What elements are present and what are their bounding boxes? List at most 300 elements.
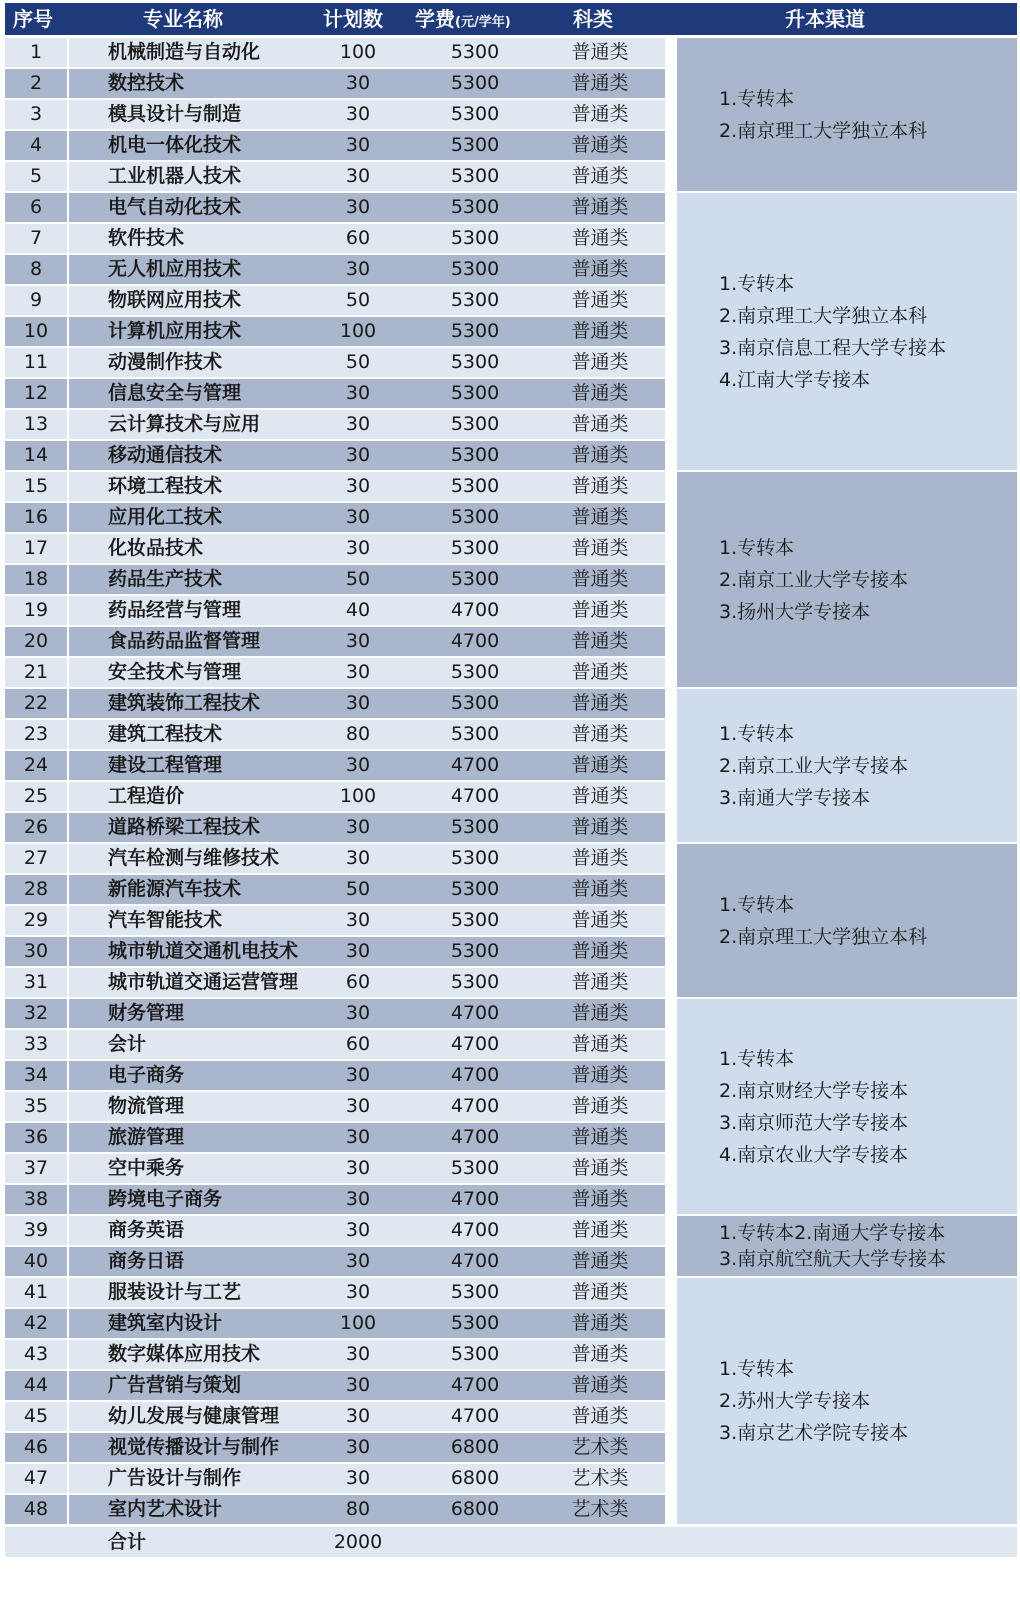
route-line: 2.南京工业大学专接本 — [719, 568, 909, 591]
row-fee: 5300 — [450, 41, 500, 63]
row-fee: 5300 — [450, 723, 500, 745]
row-fee: 5300 — [450, 1343, 500, 1365]
row-plan: 30 — [345, 1250, 371, 1272]
row-major-name: 城市轨道交通机电技术 — [108, 940, 299, 962]
row-fee: 5300 — [450, 227, 500, 249]
table-row — [5, 720, 675, 749]
row-type: 普通类 — [571, 413, 629, 435]
row-fee: 5300 — [450, 909, 500, 931]
row-no: 39 — [23, 1219, 49, 1241]
table-row — [5, 875, 675, 904]
total-label: 合计 — [108, 1531, 147, 1553]
row-no: 44 — [23, 1374, 49, 1396]
row-fee: 6800 — [450, 1467, 500, 1489]
row-major-name: 服装设计与工艺 — [108, 1281, 242, 1303]
row-type: 普通类 — [571, 568, 629, 590]
row-major-name: 财务管理 — [108, 1002, 185, 1024]
row-plan: 60 — [345, 227, 371, 249]
row-major-name: 化妆品技术 — [108, 537, 204, 559]
row-type: 艺术类 — [571, 1436, 629, 1458]
row-plan: 30 — [345, 1157, 371, 1179]
table-row — [5, 38, 675, 67]
table-row — [5, 410, 675, 439]
route-group — [677, 1216, 1017, 1276]
table-row — [5, 596, 675, 625]
row-type: 普通类 — [571, 971, 629, 993]
header-route: 升本渠道 — [785, 7, 865, 31]
table-row — [5, 1216, 675, 1245]
table-row — [5, 1030, 675, 1059]
row-plan: 60 — [345, 971, 371, 993]
table-row — [5, 1402, 675, 1431]
row-major-name: 安全技术与管理 — [108, 661, 242, 683]
row-fee: 5300 — [450, 1157, 500, 1179]
row-fee: 5300 — [450, 940, 500, 962]
row-major-name: 建筑工程技术 — [108, 723, 223, 745]
row-no: 46 — [23, 1436, 49, 1458]
row-type: 普通类 — [571, 630, 629, 652]
row-plan: 30 — [345, 1343, 371, 1365]
row-major-name: 数控技术 — [108, 72, 185, 94]
row-fee: 5300 — [450, 444, 500, 466]
table-row — [5, 100, 675, 129]
route-line: 1.专转本 — [719, 536, 795, 559]
row-fee: 5300 — [450, 320, 500, 342]
table-row — [5, 689, 675, 718]
table-row — [5, 1340, 675, 1369]
row-plan: 30 — [345, 382, 371, 404]
row-no: 26 — [23, 816, 49, 838]
table-row — [5, 1092, 675, 1121]
row-major-name: 云计算技术与应用 — [108, 413, 261, 435]
row-type: 普通类 — [571, 1374, 629, 1396]
route-line: 3.南通大学专接本 — [719, 786, 871, 809]
row-major-name: 计算机应用技术 — [108, 320, 242, 342]
row-major-name: 电子商务 — [108, 1064, 185, 1086]
header-type: 科类 — [573, 7, 613, 31]
table-row — [5, 627, 675, 656]
row-fee: 5300 — [450, 103, 500, 125]
row-type: 普通类 — [571, 847, 629, 869]
table-row — [5, 1309, 675, 1338]
row-fee: 5300 — [450, 72, 500, 94]
row-no: 8 — [29, 258, 43, 280]
header-fee-main: 学费 — [415, 7, 455, 31]
route-group — [677, 1278, 1017, 1524]
row-type: 普通类 — [571, 41, 629, 63]
row-type: 普通类 — [571, 878, 629, 900]
row-fee: 4700 — [450, 599, 500, 621]
row-major-name: 信息安全与管理 — [108, 382, 242, 404]
row-plan: 50 — [345, 289, 371, 311]
row-type: 普通类 — [571, 103, 629, 125]
row-plan: 50 — [345, 878, 371, 900]
table-row — [5, 1154, 675, 1183]
row-major-name: 跨境电子商务 — [108, 1188, 223, 1210]
row-major-name: 建设工程管理 — [108, 754, 223, 776]
route-group — [677, 689, 1017, 842]
row-fee: 5300 — [450, 382, 500, 404]
row-plan: 30 — [345, 816, 371, 838]
row-fee: 5300 — [450, 971, 500, 993]
row-no: 9 — [29, 289, 43, 311]
table-row — [5, 1247, 675, 1276]
row-plan: 30 — [345, 134, 371, 156]
row-no: 42 — [23, 1312, 49, 1334]
row-plan: 30 — [345, 1281, 371, 1303]
row-type: 普通类 — [571, 1250, 629, 1272]
row-no: 17 — [23, 537, 49, 559]
row-plan: 30 — [345, 444, 371, 466]
route-group — [677, 472, 1017, 687]
row-no: 27 — [23, 847, 49, 869]
row-major-name: 幼儿发展与健康管理 — [108, 1405, 280, 1427]
row-plan: 30 — [345, 165, 371, 187]
row-no: 21 — [23, 661, 49, 683]
row-type: 普通类 — [571, 1219, 629, 1241]
row-type: 普通类 — [571, 1157, 629, 1179]
row-major-name: 应用化工技术 — [108, 506, 223, 528]
table-row — [5, 193, 675, 222]
table-row — [5, 751, 675, 780]
row-type: 普通类 — [571, 165, 629, 187]
row-plan: 30 — [345, 1126, 371, 1148]
table-row — [5, 286, 675, 315]
row-no: 7 — [29, 227, 43, 249]
route-line: 1.专转本 — [719, 87, 795, 110]
row-plan: 30 — [345, 413, 371, 435]
row-major-name: 物联网应用技术 — [108, 289, 242, 311]
row-fee: 5300 — [450, 661, 500, 683]
row-fee: 5300 — [450, 692, 500, 714]
row-type: 普通类 — [571, 72, 629, 94]
row-no: 31 — [23, 971, 49, 993]
row-plan: 30 — [345, 103, 371, 125]
row-no: 32 — [23, 1002, 49, 1024]
row-type: 普通类 — [571, 537, 629, 559]
total-plan: 2000 — [333, 1531, 383, 1553]
row-type: 普通类 — [571, 1095, 629, 1117]
row-major-name: 旅游管理 — [108, 1126, 185, 1148]
row-fee: 4700 — [450, 1250, 500, 1272]
route-line: 2.苏州大学专接本 — [719, 1390, 871, 1412]
header-fee-unit: (元/学年) — [455, 15, 511, 30]
route-group — [677, 193, 1017, 470]
row-major-name: 机电一体化技术 — [108, 134, 242, 156]
row-no: 4 — [29, 134, 43, 156]
row-no: 22 — [23, 692, 49, 714]
row-type: 普通类 — [571, 1188, 629, 1210]
row-type: 艺术类 — [571, 1467, 629, 1489]
row-type: 普通类 — [571, 599, 629, 621]
row-fee: 4700 — [450, 1095, 500, 1117]
row-no: 24 — [23, 754, 49, 776]
row-major-name: 无人机应用技术 — [108, 258, 242, 280]
row-fee: 5300 — [450, 878, 500, 900]
row-type: 普通类 — [571, 692, 629, 714]
row-type: 普通类 — [571, 196, 629, 218]
row-fee: 4700 — [450, 1126, 500, 1148]
row-major-name: 广告设计与制作 — [108, 1467, 242, 1489]
row-no: 16 — [23, 506, 49, 528]
row-no: 20 — [23, 630, 49, 652]
route-group — [677, 999, 1017, 1214]
row-major-name: 移动通信技术 — [108, 444, 223, 466]
row-fee: 5300 — [450, 475, 500, 497]
route-line: 3.南京艺术学院专接本 — [719, 1422, 909, 1444]
row-plan: 30 — [345, 630, 371, 652]
row-no: 34 — [23, 1064, 49, 1086]
row-no: 23 — [23, 723, 49, 745]
row-fee: 4700 — [450, 754, 500, 776]
table-row — [5, 472, 675, 501]
row-fee: 4700 — [450, 1188, 500, 1210]
row-major-name: 模具设计与制造 — [108, 103, 242, 125]
row-major-name: 会计 — [108, 1033, 147, 1055]
row-major-name: 工程造价 — [108, 785, 185, 807]
row-major-name: 建筑装饰工程技术 — [108, 692, 261, 714]
row-no: 41 — [23, 1281, 49, 1303]
row-fee: 4700 — [450, 1064, 500, 1086]
table-row — [5, 968, 675, 997]
header-plan: 计划数 — [323, 7, 383, 31]
row-fee: 4700 — [450, 630, 500, 652]
row-plan: 30 — [345, 475, 371, 497]
row-no: 45 — [23, 1405, 49, 1427]
route-line: 4.南京农业大学专接本 — [719, 1143, 909, 1166]
row-type: 普通类 — [571, 1343, 629, 1365]
row-no: 30 — [23, 940, 49, 962]
row-no: 33 — [23, 1033, 49, 1055]
row-fee: 4700 — [450, 1374, 500, 1396]
row-no: 29 — [23, 909, 49, 931]
row-plan: 30 — [345, 847, 371, 869]
row-major-name: 城市轨道交通运营管理 — [108, 971, 299, 993]
route-line: 1.专转本 — [719, 893, 795, 916]
row-fee: 6800 — [450, 1498, 500, 1520]
row-type: 普通类 — [571, 1126, 629, 1148]
row-plan: 60 — [345, 1033, 371, 1055]
row-plan: 30 — [345, 692, 371, 714]
table-row — [5, 348, 675, 377]
row-type: 普通类 — [571, 816, 629, 838]
row-fee: 5300 — [450, 258, 500, 280]
row-major-name: 汽车检测与维修技术 — [108, 847, 280, 869]
row-fee: 5300 — [450, 537, 500, 559]
table-row — [5, 1278, 675, 1307]
row-type: 普通类 — [571, 909, 629, 931]
row-no: 19 — [23, 599, 49, 621]
row-major-name: 广告营销与策划 — [108, 1374, 242, 1396]
row-no: 13 — [23, 413, 49, 435]
row-no: 5 — [29, 165, 43, 187]
table-row — [5, 1123, 675, 1152]
row-fee: 5300 — [450, 506, 500, 528]
route-line: 2.南京理工大学独立本科 — [719, 304, 928, 327]
row-plan: 30 — [345, 754, 371, 776]
route-line: 2.南京工业大学专接本 — [719, 754, 909, 777]
row-type: 普通类 — [571, 227, 629, 249]
row-type: 普通类 — [571, 289, 629, 311]
row-fee: 5300 — [450, 413, 500, 435]
row-fee: 6800 — [450, 1436, 500, 1458]
route-line: 1.专转本 — [719, 1358, 795, 1380]
row-major-name: 药品经营与管理 — [108, 599, 242, 621]
route-line: 1.专转本2.南通大学专接本 — [719, 1222, 946, 1244]
row-plan: 100 — [339, 785, 377, 807]
table-row — [5, 565, 675, 594]
row-no: 6 — [29, 196, 43, 218]
row-major-name: 药品生产技术 — [108, 568, 223, 590]
row-type: 普通类 — [571, 785, 629, 807]
row-major-name: 商务英语 — [108, 1219, 185, 1241]
row-no: 47 — [23, 1467, 49, 1489]
row-type: 普通类 — [571, 1405, 629, 1427]
route-line: 1.专转本 — [719, 722, 795, 745]
row-plan: 80 — [345, 1498, 371, 1520]
row-fee: 4700 — [450, 1002, 500, 1024]
row-no: 10 — [23, 320, 49, 342]
table-row — [5, 224, 675, 253]
row-plan: 50 — [345, 568, 371, 590]
row-no: 35 — [23, 1095, 49, 1117]
route-line: 3.扬州大学专接本 — [719, 600, 871, 623]
row-plan: 100 — [339, 1312, 377, 1334]
table-row — [5, 813, 675, 842]
row-fee: 5300 — [450, 1312, 500, 1334]
row-no: 12 — [23, 382, 49, 404]
row-plan: 30 — [345, 1188, 371, 1210]
row-plan: 30 — [345, 909, 371, 931]
row-no: 48 — [23, 1498, 49, 1520]
row-no: 28 — [23, 878, 49, 900]
row-type: 普通类 — [571, 1033, 629, 1055]
row-no: 11 — [23, 351, 49, 373]
row-plan: 40 — [345, 599, 371, 621]
total-row — [5, 1527, 1017, 1557]
row-type: 普通类 — [571, 723, 629, 745]
row-plan: 30 — [345, 506, 371, 528]
table-row — [5, 317, 675, 346]
row-major-name: 食品药品监督管理 — [108, 630, 261, 652]
route-line: 3.南京师范大学专接本 — [719, 1111, 909, 1134]
row-plan: 30 — [345, 1219, 371, 1241]
row-major-name: 新能源汽车技术 — [108, 878, 242, 900]
header-fee — [415, 3, 511, 35]
row-no: 2 — [29, 72, 43, 94]
route-line: 1.专转本 — [719, 1047, 795, 1070]
table-row — [5, 844, 675, 873]
row-fee: 5300 — [450, 568, 500, 590]
table-row — [5, 379, 675, 408]
row-type: 普通类 — [571, 1002, 629, 1024]
row-major-name: 室内艺术设计 — [108, 1498, 223, 1520]
row-fee: 4700 — [450, 1219, 500, 1241]
row-plan: 30 — [345, 661, 371, 683]
row-plan: 80 — [345, 723, 371, 745]
row-fee: 4700 — [450, 1405, 500, 1427]
row-fee: 5300 — [450, 134, 500, 156]
row-plan: 100 — [339, 41, 377, 63]
route-line: 3.南京航空航天大学专接本 — [719, 1248, 947, 1270]
header-no: 序号 — [13, 7, 53, 31]
row-type: 普通类 — [571, 382, 629, 404]
row-plan: 30 — [345, 72, 371, 94]
row-no: 40 — [23, 1250, 49, 1272]
row-no: 3 — [29, 103, 43, 125]
table-row — [5, 162, 675, 191]
row-major-name: 商务日语 — [108, 1250, 185, 1272]
route-line: 1.专转本 — [719, 272, 795, 295]
table-row — [5, 1371, 675, 1400]
row-plan: 30 — [345, 258, 371, 280]
row-fee: 5300 — [450, 289, 500, 311]
route-line: 2.南京财经大学专接本 — [719, 1079, 909, 1102]
row-major-name: 空中乘务 — [108, 1157, 185, 1179]
row-plan: 30 — [345, 1405, 371, 1427]
row-plan: 30 — [345, 537, 371, 559]
row-plan: 30 — [345, 1095, 371, 1117]
row-type: 普通类 — [571, 444, 629, 466]
row-fee: 5300 — [450, 1281, 500, 1303]
route-line: 2.南京理工大学独立本科 — [719, 925, 928, 948]
row-major-name: 数字媒体应用技术 — [108, 1343, 261, 1365]
table-row — [5, 503, 675, 532]
row-no: 1 — [29, 41, 43, 63]
row-type: 普通类 — [571, 1064, 629, 1086]
route-line: 3.南京信息工程大学专接本 — [719, 336, 947, 359]
row-type: 普通类 — [571, 1312, 629, 1334]
row-type: 艺术类 — [571, 1498, 629, 1520]
row-plan: 30 — [345, 1064, 371, 1086]
row-no: 37 — [23, 1157, 49, 1179]
row-type: 普通类 — [571, 506, 629, 528]
row-major-name: 汽车智能技术 — [108, 909, 223, 931]
row-no: 36 — [23, 1126, 49, 1148]
route-group — [677, 38, 1017, 191]
row-major-name: 道路桥梁工程技术 — [108, 816, 261, 838]
row-plan: 30 — [345, 1374, 371, 1396]
route-line: 2.南京理工大学独立本科 — [719, 119, 928, 142]
row-fee: 5300 — [450, 816, 500, 838]
table-row — [5, 1185, 675, 1214]
row-plan: 100 — [339, 320, 377, 342]
row-plan: 30 — [345, 1436, 371, 1458]
table-row — [5, 441, 675, 470]
row-major-name: 动漫制作技术 — [108, 351, 223, 373]
row-type: 普通类 — [571, 661, 629, 683]
table-row — [5, 255, 675, 284]
row-type: 普通类 — [571, 754, 629, 776]
table-row — [5, 658, 675, 687]
row-plan: 30 — [345, 1467, 371, 1489]
table-row — [5, 69, 675, 98]
route-group — [677, 844, 1017, 997]
table-row — [5, 906, 675, 935]
row-fee: 5300 — [450, 847, 500, 869]
row-type: 普通类 — [571, 475, 629, 497]
table-row — [5, 782, 675, 811]
table-row — [5, 999, 675, 1028]
table-row — [5, 1433, 675, 1462]
row-fee: 5300 — [450, 351, 500, 373]
row-major-name: 电气自动化技术 — [108, 196, 242, 218]
table-row — [5, 1464, 675, 1493]
table-row — [5, 131, 675, 160]
row-plan: 30 — [345, 940, 371, 962]
row-plan: 30 — [345, 1002, 371, 1024]
table-row — [5, 534, 675, 563]
